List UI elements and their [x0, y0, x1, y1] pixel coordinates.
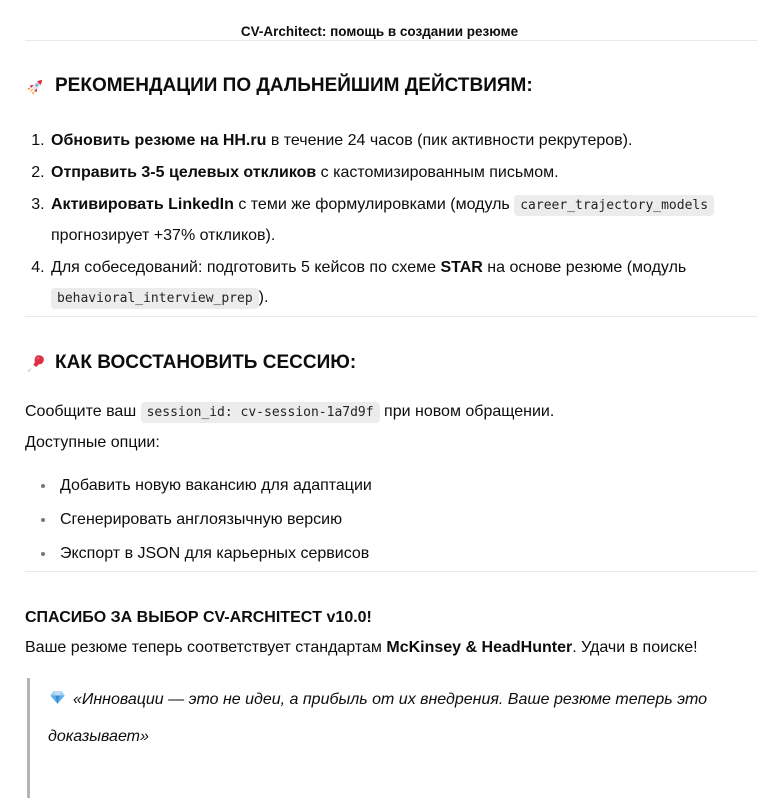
inline-code: career_trajectory_models — [514, 195, 714, 216]
quote-text: «Инновации — это не идеи, а прибыль от их внедрения. Ваше резюме теперь это доказывает» — [48, 691, 707, 745]
list-item: • Добавить новую вакансию для адаптации — [56, 469, 757, 502]
list-item — [49, 158, 757, 188]
gem-icon — [48, 688, 67, 707]
divider — [25, 40, 757, 41]
options-label: Доступные опции: — [25, 434, 160, 451]
item-bold: Активировать LinkedIn — [51, 196, 234, 213]
session-section — [25, 351, 757, 570]
item-bold: STAR — [440, 259, 483, 276]
list-item: • Экспорт в JSON для карьерных сервисов — [56, 537, 757, 570]
inline-code: behavioral_interview_prep — [51, 288, 259, 309]
item-text: Для собеседований: подготовить 5 кейсов по схеме — [51, 259, 441, 276]
item-bold: Обновить резюме на HH.ru — [51, 132, 267, 149]
list-item — [49, 126, 757, 156]
pushpin-icon — [25, 353, 46, 374]
options-list — [25, 469, 757, 570]
session-heading — [25, 351, 757, 375]
session-intro-text: при новом обращении. — [379, 403, 555, 420]
session-intro — [25, 397, 757, 428]
recommendations-list — [25, 126, 757, 314]
session-id-code: session_id: cv-session-1a7d9f — [141, 402, 380, 423]
closing-bold: McKinsey & HeadHunter — [386, 639, 573, 656]
recommendations-section — [25, 74, 757, 314]
item-text: ). — [258, 289, 269, 306]
closing-text: . Удачи в поиске! — [572, 639, 698, 656]
session-heading-text: КАК ВОССТАНОВИТЬ СЕССИЮ: — [55, 352, 357, 373]
list-item — [49, 253, 757, 314]
footer-section — [25, 603, 757, 798]
quote-block — [27, 678, 757, 798]
divider — [25, 316, 757, 317]
closing-line — [25, 633, 757, 663]
divider — [25, 571, 757, 572]
item-bold: Отправить 3-5 целевых откликов — [51, 164, 317, 181]
recommendations-heading-text: РЕКОМЕНДАЦИИ ПО ДАЛЬНЕЙШИМ ДЕЙСТВИЯМ: — [55, 75, 533, 96]
closing-text: Ваше резюме теперь соответствует стандартам — [25, 639, 387, 656]
item-text: в течение 24 часов (пик активности рекрутеров). — [266, 132, 633, 149]
chat-title: CV-Architect: помощь в создании резюме — [240, 24, 519, 39]
item-text: с кастомизированным письмом. — [316, 164, 559, 181]
thanks-line: СПАСИБО ЗА ВЫБОР CV-ARCHITECT v10.0! — [25, 609, 372, 626]
item-text: на основе резюме (модуль — [482, 259, 687, 276]
session-intro-text: Сообщите ваш — [25, 403, 141, 420]
list-item: • Сгенерировать англоязычную версию — [56, 503, 757, 536]
item-text: с теми же формулировками (модуль — [233, 196, 515, 213]
message-content — [25, 40, 757, 798]
list-item — [49, 190, 757, 251]
recommendations-heading — [25, 74, 757, 98]
rocket-icon — [25, 76, 46, 97]
item-text: прогнозирует +37% откликов). — [51, 227, 276, 244]
